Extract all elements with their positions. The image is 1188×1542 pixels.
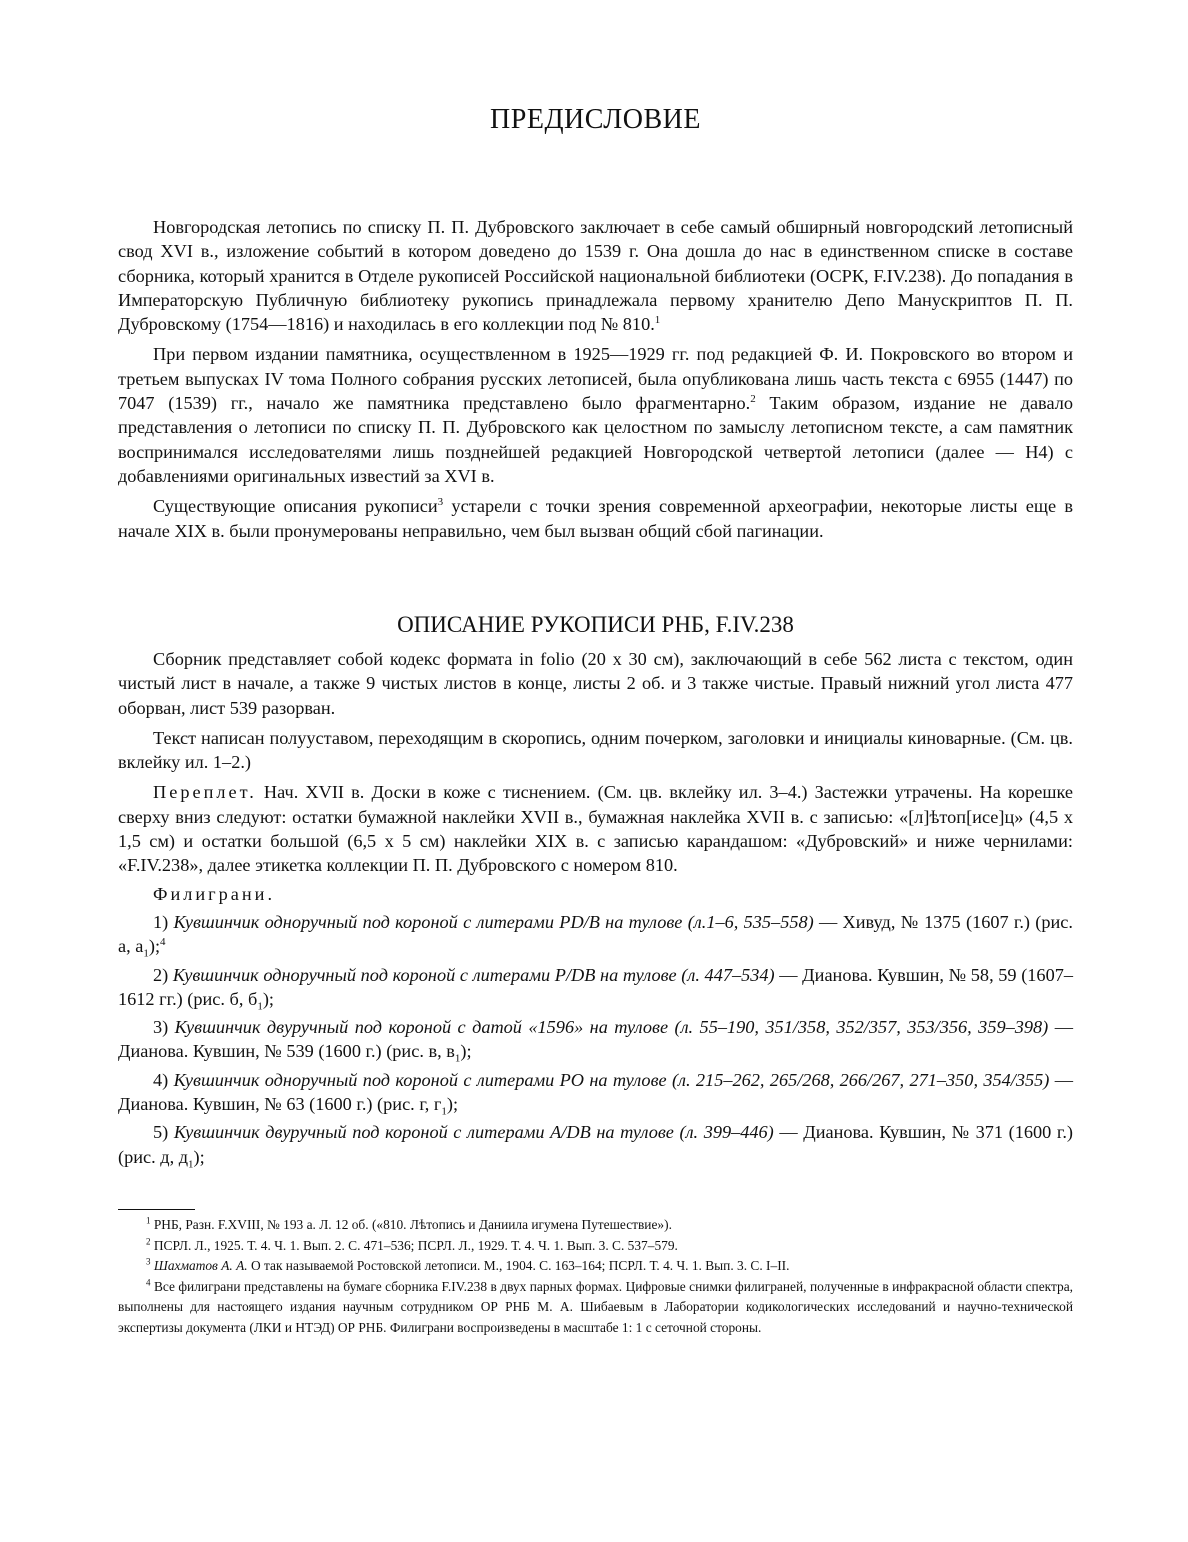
footnote-ref-4[interactable]: 4 <box>160 936 166 949</box>
intro-paragraph-1 <box>118 215 1073 336</box>
footnote-text: ПСРЛ. Л., 1925. Т. 4. Ч. 1. Вып. 2. С. 471–536; ПСРЛ. Л., 1929. Т. 4. Ч. 1. Вып. 3. С. 537–579. <box>150 1237 678 1253</box>
filigree-subscript: 1 <box>257 1000 263 1013</box>
filigree-subscript: 1 <box>143 947 149 960</box>
filigree-item <box>118 1015 1073 1064</box>
footnote-4 <box>118 1277 1073 1339</box>
filigree-number: 1) <box>153 911 174 932</box>
filigree-description: Кувшинчик двуручный под короной с литерами A/DB на тулове <box>173 1122 674 1143</box>
filigree-subscript: 1 <box>441 1105 447 1118</box>
footnote-text: О так называемой Ростовской летописи. М., 1904. С. 163–164; ПСРЛ. Т. 4. Ч. 1. Вып. 3. С. I–II. <box>247 1258 790 1273</box>
binding-paragraph <box>118 780 1073 877</box>
filigree-item <box>118 1068 1073 1117</box>
footnote-ref-3[interactable]: 3 <box>437 496 444 509</box>
filigree-end: ); <box>460 1041 472 1062</box>
filigree-number: 2) <box>153 964 173 985</box>
filigree-reference: — Дианова. Кувшин, № 371 (1600 г.) (рис. д, д <box>118 1122 1073 1167</box>
filigree-subscript: 1 <box>454 1053 461 1066</box>
paragraph-text: При первом издании памятника, осуществленном в 1925—1929 гг. под редакцией Ф. И. Покровского во втором и третьем выпусках IV тома Полного собрания русских летописей, была опубликована лишь часть текста с 6955 (1447) по 7047 (1539) гг., начало же памятника представлено было фрагментарно. <box>118 344 1073 414</box>
filigree-end: ); <box>446 1094 459 1115</box>
paragraph-text: Новгородская летопись по списку П. П. Дубровского заключает в себе самый обширный новгородский летописный свод XVI в., изложение событий в котором доведено до 1539 г. Она дошла до нас в единственном списке в составе сборника, который хранится в Отделе рукописей Российской национальной библиотеки (ОСРК, F.IV.238). До попадания в Императорскую Публичную библиотеку рукопись принадлежала первому хранителю Депо Манускриптов П. П. Дубровскому (1754—1816) и находилась в его коллекции под № 810. <box>118 217 1073 335</box>
footnote-author: Шахматов А. А. <box>150 1258 248 1273</box>
filigree-list <box>118 910 1073 1169</box>
footnote-2 <box>118 1236 1073 1257</box>
paragraph-text: устарели с точки зрения современной археографии, некоторые листы еще в начале XIX в. были пронумерованы неправильно, чем был вызван общий сбой пагинации. <box>118 496 1074 541</box>
footnote-ref-1[interactable]: 1 <box>654 314 661 327</box>
page-title: ПРЕДИСЛОВИЕ <box>490 104 701 135</box>
footnote-number: 3 <box>146 1256 151 1267</box>
filigree-reference: — Хивуд, № 1375 (1607 г.) (рис. а, а <box>118 911 1073 957</box>
filigree-description: Кувшинчик одноручный под короной с литерами P/DB на тулове <box>172 964 677 985</box>
footnote-number: 4 <box>146 1277 151 1288</box>
filigree-label: Филиграни. <box>153 883 276 904</box>
footnote-number: 1 <box>146 1215 151 1226</box>
filigree-reference: — Дианова. Кувшин, № 63 (1600 г.) (рис. г, г <box>118 1069 1073 1115</box>
footnote-text: Все филиграни представлены на бумаге сборника F.IV.238 в двух парных формах. Цифровые снимки филиграней, полученные в инфракрасной области спектра, выполнены для настоящего издания научным сотрудником ОР РНБ М. А. Шибаевым в Лаборатории кодикологических исследований и научно-технической экспертизы документа (ЛКИ и НТЭД) ОР РНБ. Филиграни воспроизведены в масштабе 1: 1 с сеточной стороны. <box>118 1278 1073 1335</box>
intro-paragraph-3 <box>118 494 1073 543</box>
intro-paragraph-2 <box>118 342 1073 488</box>
filigree-number: 5) <box>153 1122 174 1143</box>
section-title: ОПИСАНИЕ РУКОПИСИ РНБ, F.IV.238 <box>397 612 794 637</box>
filigree-heading <box>118 882 1073 906</box>
filigree-leaves: (л. 399–446) <box>673 1122 774 1143</box>
description-section <box>118 647 1073 1169</box>
document-page <box>118 0 1073 1542</box>
filigree-leaves: (л.1–6, 535–558) <box>682 911 814 932</box>
filigree-subscript: 1 <box>188 1158 194 1171</box>
filigree-end: ); <box>193 1146 205 1167</box>
filigree-reference: — Дианова. Кувшин, № 58, 59 (1607–1612 гг.) (рис. б, б <box>118 964 1073 1009</box>
binding-label: Переплет. <box>153 782 257 803</box>
description-paragraph-2: Текст написан полууставом, переходящим в скоропись, одним почерком, заголовки и инициалы киноварные. (См. цв. вклейку ил. 1–2.) <box>118 727 1073 773</box>
filigree-description: Кувшинчик одноручный под короной с литерами PO на тулове <box>173 1069 667 1090</box>
paragraph-text: Существующие описания рукописи <box>153 496 438 517</box>
filigree-end: ); <box>262 988 274 1009</box>
intro-section <box>118 215 1073 543</box>
filigree-number: 3) <box>153 1017 175 1038</box>
filigree-item <box>118 1120 1073 1169</box>
footnote-divider <box>118 1209 195 1210</box>
paragraph-text: Таким образом, издание не давало представления о летописи по списку П. П. Дубровского как целостном по замыслу летописном тексте, а сам памятник воспринимался исследователями лишь позднейшей редакцией Новгородской четвертой летописи (далее — Н4) с добавлениями оригинальных известий за XVI в. <box>118 393 1073 486</box>
footnote-1 <box>118 1215 1073 1236</box>
footnote-3 <box>118 1256 1073 1277</box>
filigree-leaves: (л. 55–190, 351/358, 352/357, 353/356, 359–398) <box>668 1017 1049 1038</box>
description-paragraph-1: Сборник представляет собой кодекс формата in folio (20 х 30 см), заключающий в себе 562 листа с текстом, один чистый лист в начале, а также 9 чистых листов в конце, листы 2 об. и 3 также чистые. Правый нижний угол листа 477 оборван, лист 539 разорван. <box>118 649 1073 718</box>
filigree-end: ); <box>148 936 161 957</box>
filigree-reference: — Дианова. Кувшин, № 539 (1600 г.) (рис. в, в <box>118 1017 1073 1062</box>
filigree-description: Кувшинчик двуручный под короной с датой «1596» на тулове <box>174 1017 669 1038</box>
footnote-number: 2 <box>146 1236 151 1247</box>
filigree-item <box>118 963 1073 1012</box>
filigree-leaves: (л. 215–262, 265/268, 266/267, 271–350, 354/355) <box>666 1069 1050 1090</box>
footnote-ref-2[interactable]: 2 <box>750 392 756 405</box>
filigree-item <box>118 910 1073 959</box>
filigree-leaves: (л. 447–534) <box>676 964 775 985</box>
footnote-text: РНБ, Разн. F.XVIII, № 193 а. Л. 12 об. («810. Лѣтопись и Даниила игумена Путешествие»). <box>150 1217 672 1232</box>
paragraph-text: Нач. XVII в. Доски в коже с тиснением. (См. цв. вклейку ил. 3–4.) Застежки утрачены. На корешке сверху вниз следуют: остатки бумажной наклейки XVII в., бумажная наклейка XVII в. с записью: «[л]ѣтоп[исе]ц» (4,5 х 1,5 см) и остатки большой (6,5 х 5 см) наклейки XIX в. с записью карандашом: «Дубровский» и ниже чернилами: «F.IV.238», далее этикетка коллекции П. П. Дубровского с номером 810. <box>118 782 1073 876</box>
footnotes <box>118 1215 1073 1338</box>
filigree-number: 4) <box>153 1069 174 1090</box>
filigree-description: Кувшинчик одноручный под короной с литерами PD/B на тулове <box>173 911 683 932</box>
